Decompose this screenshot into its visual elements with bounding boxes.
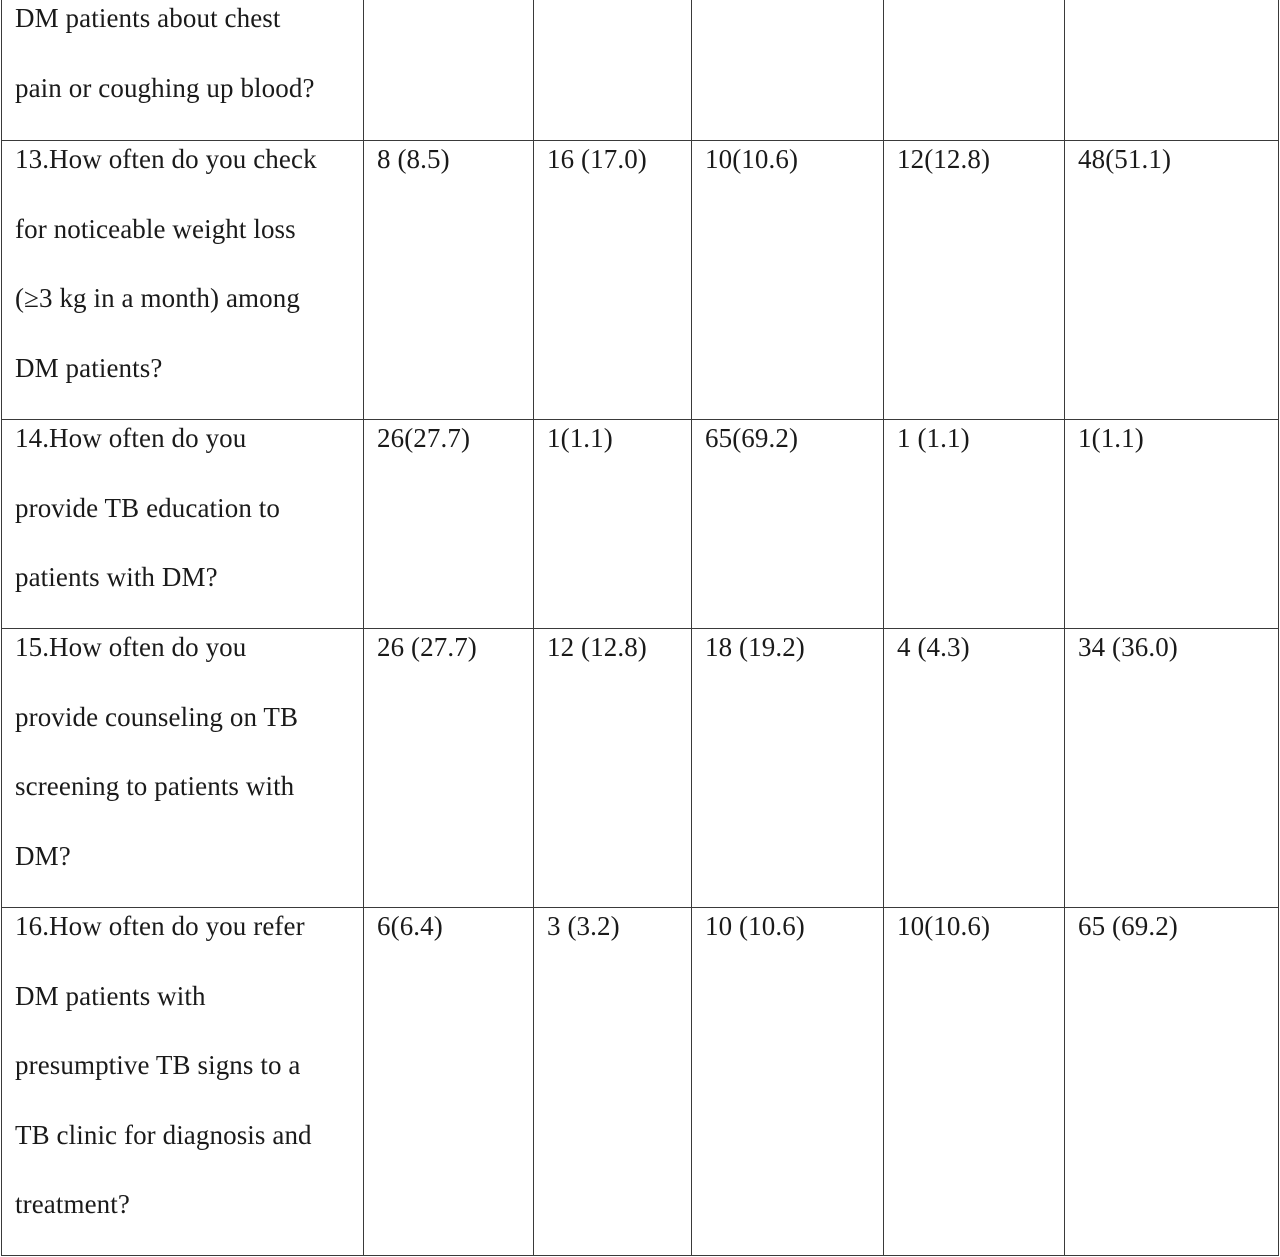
- response-cell: [534, 0, 692, 141]
- question-cell: 13.How often do you check for noticeable weight loss (≥3 kg in a month) among DM patients?: [2, 141, 364, 420]
- response-cell: 3 (3.2): [534, 908, 692, 1256]
- response-cell: 65(69.2): [692, 420, 884, 629]
- response-cell: 65 (69.2): [1065, 908, 1279, 1256]
- response-cell: 18 (19.2): [692, 629, 884, 908]
- question-cell: DM patients about chest pain or coughing up blood?: [2, 0, 364, 141]
- response-cell: 34 (36.0): [1065, 629, 1279, 908]
- practice-survey-table: [1, 0, 1279, 1256]
- response-cell: 8 (8.5): [364, 141, 534, 420]
- response-cell: 10(10.6): [692, 141, 884, 420]
- response-cell: 26 (27.7): [364, 629, 534, 908]
- question-cell: 16.How often do you refer DM patients with presumptive TB signs to a TB clinic for diagnosis and treatment?: [2, 908, 364, 1256]
- response-cell: 10(10.6): [884, 908, 1065, 1256]
- response-cell: 1(1.1): [1065, 420, 1279, 629]
- response-cell: 16 (17.0): [534, 141, 692, 420]
- table-row: [2, 420, 1279, 629]
- response-cell: 1(1.1): [534, 420, 692, 629]
- response-cell: 1 (1.1): [884, 420, 1065, 629]
- response-cell: 12(12.8): [884, 141, 1065, 420]
- response-cell: [1065, 0, 1279, 141]
- response-cell: [692, 0, 884, 141]
- table-row: [2, 908, 1279, 1256]
- question-cell: 15.How often do you provide counseling on TB screening to patients with DM?: [2, 629, 364, 908]
- table-row: [2, 141, 1279, 420]
- question-cell: 14.How often do you provide TB education to patients with DM?: [2, 420, 364, 629]
- response-cell: 48(51.1): [1065, 141, 1279, 420]
- response-cell: [884, 0, 1065, 141]
- table-row: [2, 0, 1279, 141]
- response-cell: 26(27.7): [364, 420, 534, 629]
- response-cell: 6(6.4): [364, 908, 534, 1256]
- response-cell: 10 (10.6): [692, 908, 884, 1256]
- response-cell: 4 (4.3): [884, 629, 1065, 908]
- response-cell: [364, 0, 534, 141]
- table-row: [2, 629, 1279, 908]
- response-cell: 12 (12.8): [534, 629, 692, 908]
